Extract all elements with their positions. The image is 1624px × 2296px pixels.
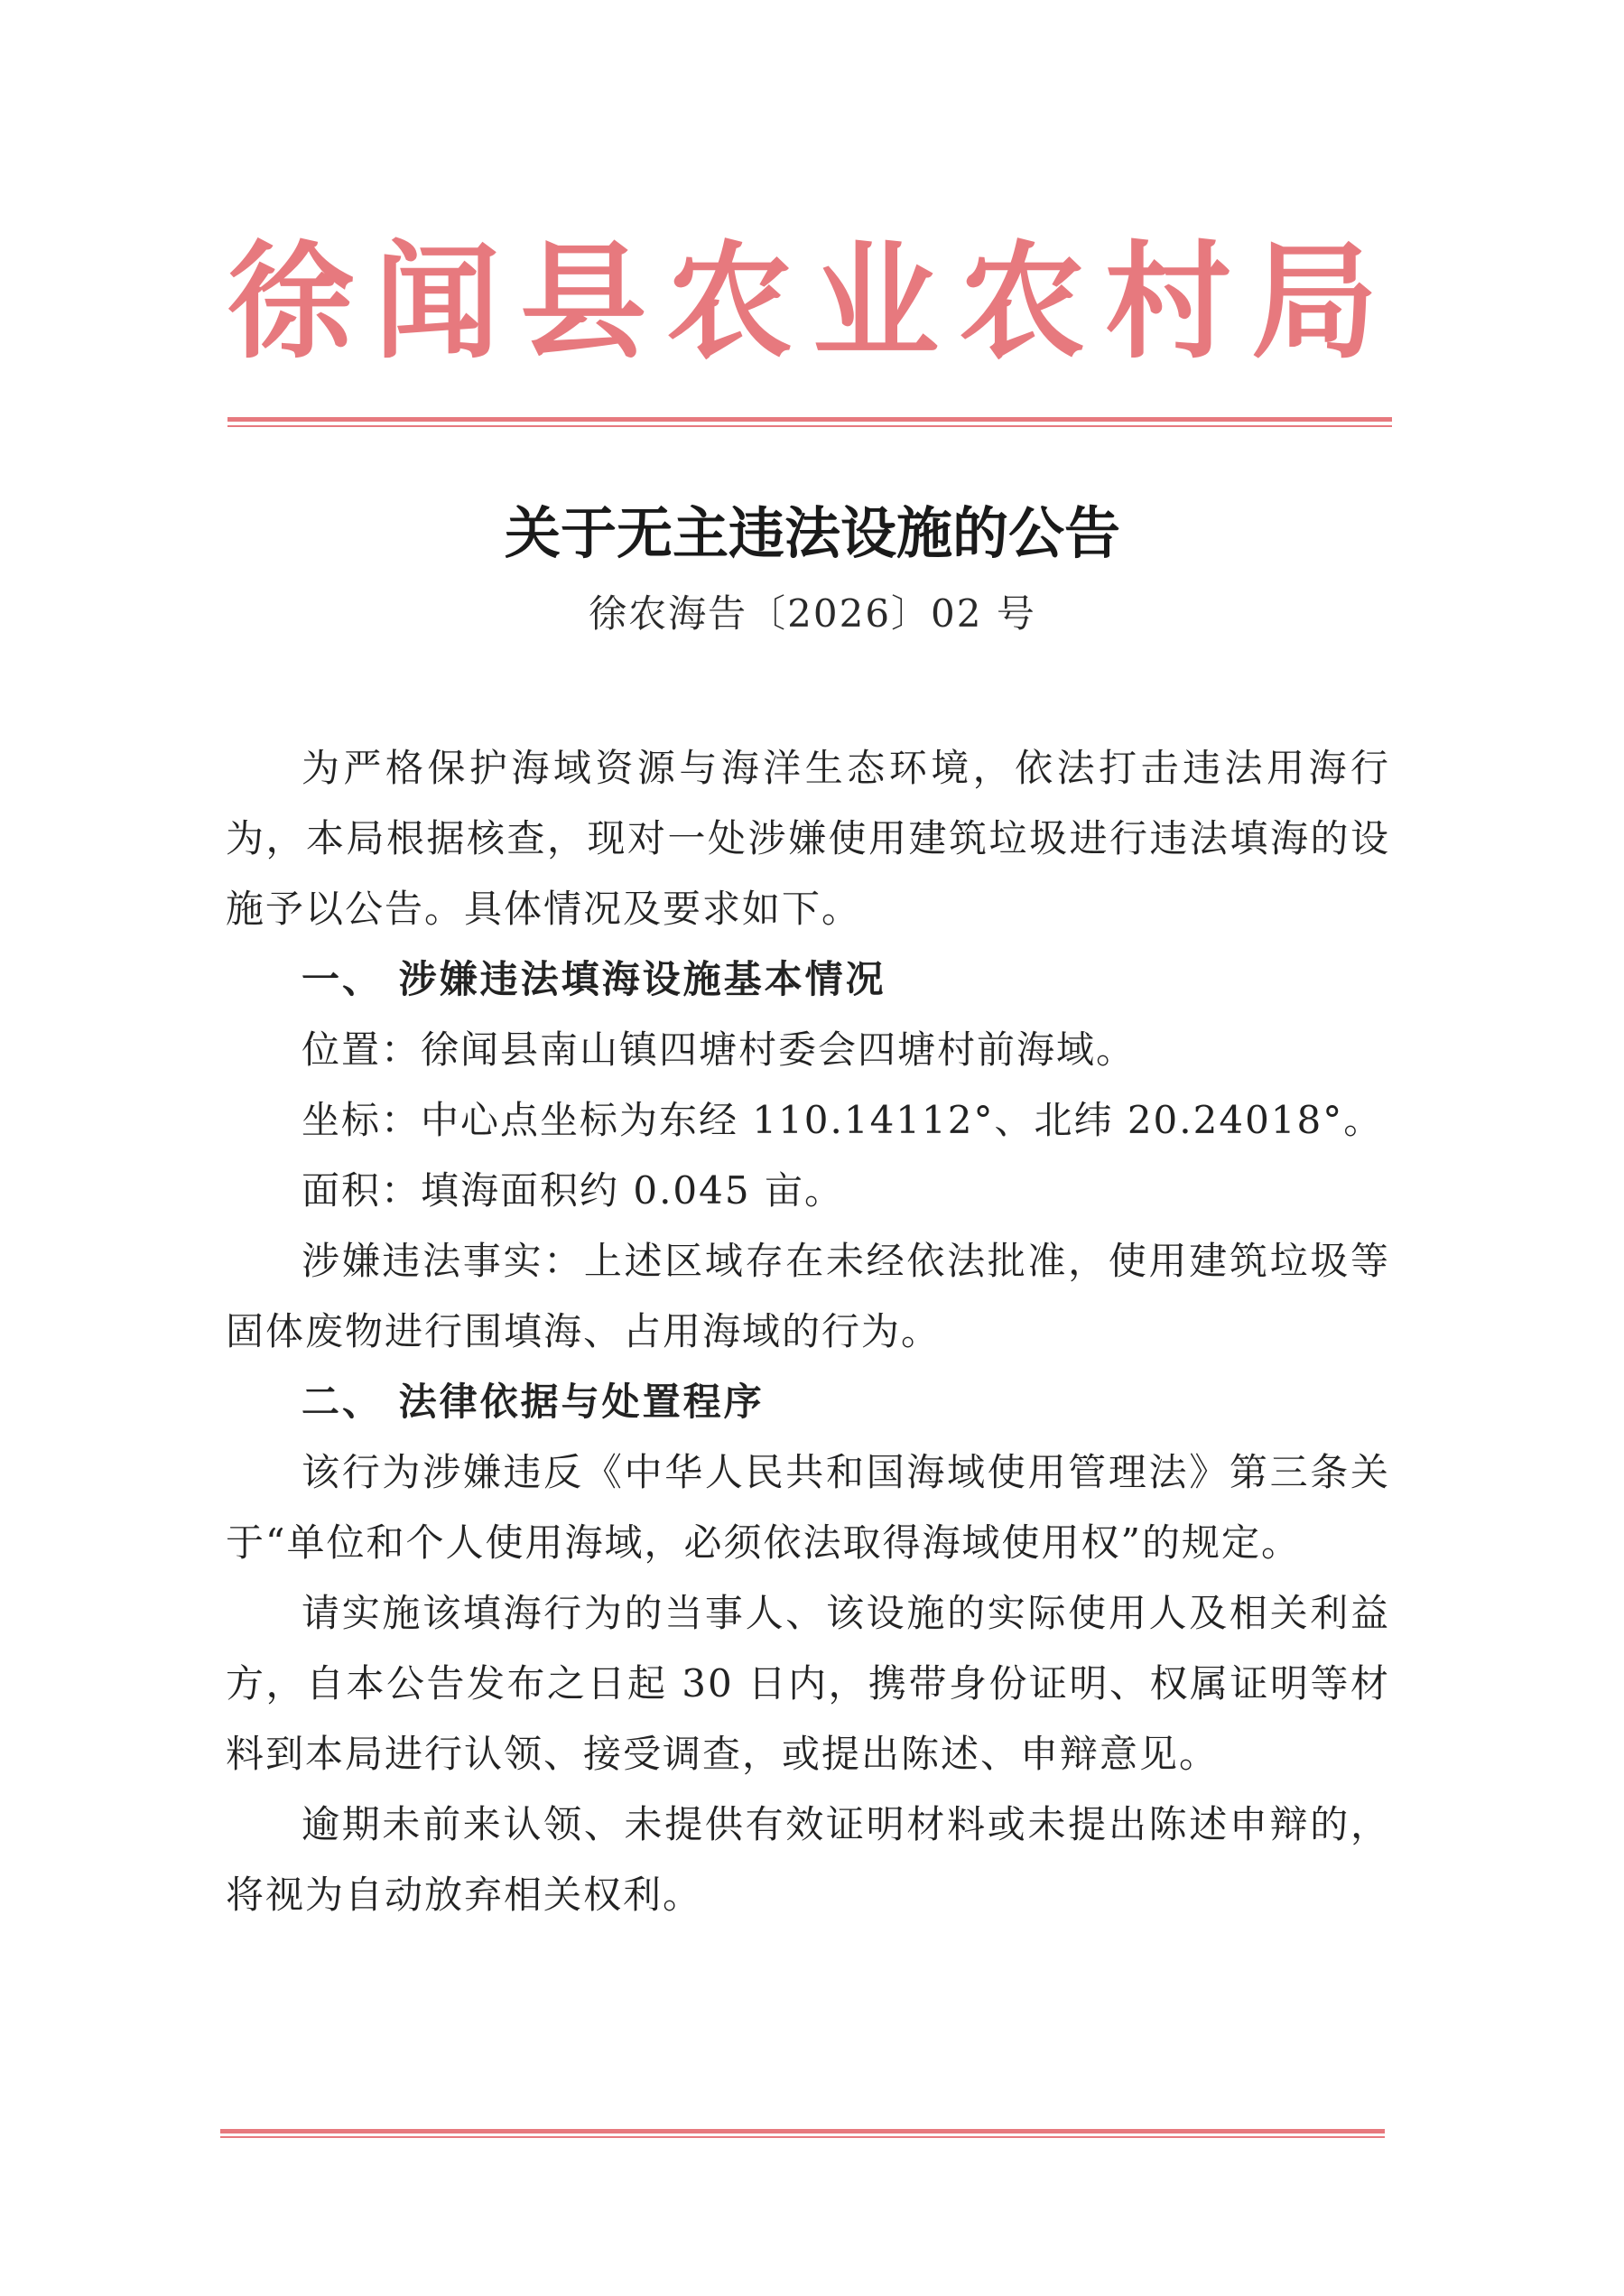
- section-heading-1: 一、 涉嫌违法填海设施基本情况: [302, 957, 886, 1001]
- paragraph-intro: 为严格保护海域资源与海洋生态环境，依法打击违法用海行为，本局根据核查，现对一处涉嫌使用建筑垃圾进行违法填海的设施予以公告。具体情况及要求如下。: [226, 746, 1390, 931]
- masthead-org-name: 徐闻县农业农村局: [227, 228, 1397, 376]
- document-number: 徐农海告〔2026〕02 号: [589, 591, 1036, 636]
- paragraph-request: 请实施该填海行为的当事人、该设施的实际使用人及相关利益方，自本公告发布之日起 30 日内，携带身份证明、权属证明等材料到本局进行认领、接受调查，或提出陈述、申辩意见。: [226, 1591, 1390, 1776]
- section-heading-2: 二、 法律依据与处置程序: [302, 1380, 765, 1424]
- paragraph-overdue: 逾期未前来认领、未提供有效证明材料或未提出陈述申辩的，将视为自动放弃相关权利。: [226, 1802, 1390, 1917]
- masthead-red-rule-thin: [227, 425, 1392, 427]
- document-title: 关于无主违法设施的公告: [504, 500, 1120, 566]
- document-body: [226, 733, 1390, 1930]
- paragraph-coordinates: 坐标：中心点坐标为东经 110.14112°、北纬 20.24018°。: [302, 1098, 1384, 1142]
- paragraph-area: 面积：填海面积约 0.045 亩。: [302, 1168, 844, 1213]
- paragraph-facts: 涉嫌违法事实：上述区域存在未经依法批准，使用建筑垃圾等固体废物进行围填海、占用海域的行为。: [226, 1239, 1390, 1353]
- footer-red-rule-thick: [220, 2129, 1385, 2133]
- footer-red-rule-thin: [220, 2136, 1385, 2138]
- masthead-red-rule-thick: [227, 417, 1392, 422]
- paragraph-location: 位置：徐闻县南山镇四塘村委会四塘村前海域。: [302, 1027, 1137, 1072]
- paragraph-legal-basis: 该行为涉嫌违反《中华人民共和国海域使用管理法》第三条关于“单位和个人使用海域，必须依法取得海域使用权”的规定。: [226, 1450, 1390, 1565]
